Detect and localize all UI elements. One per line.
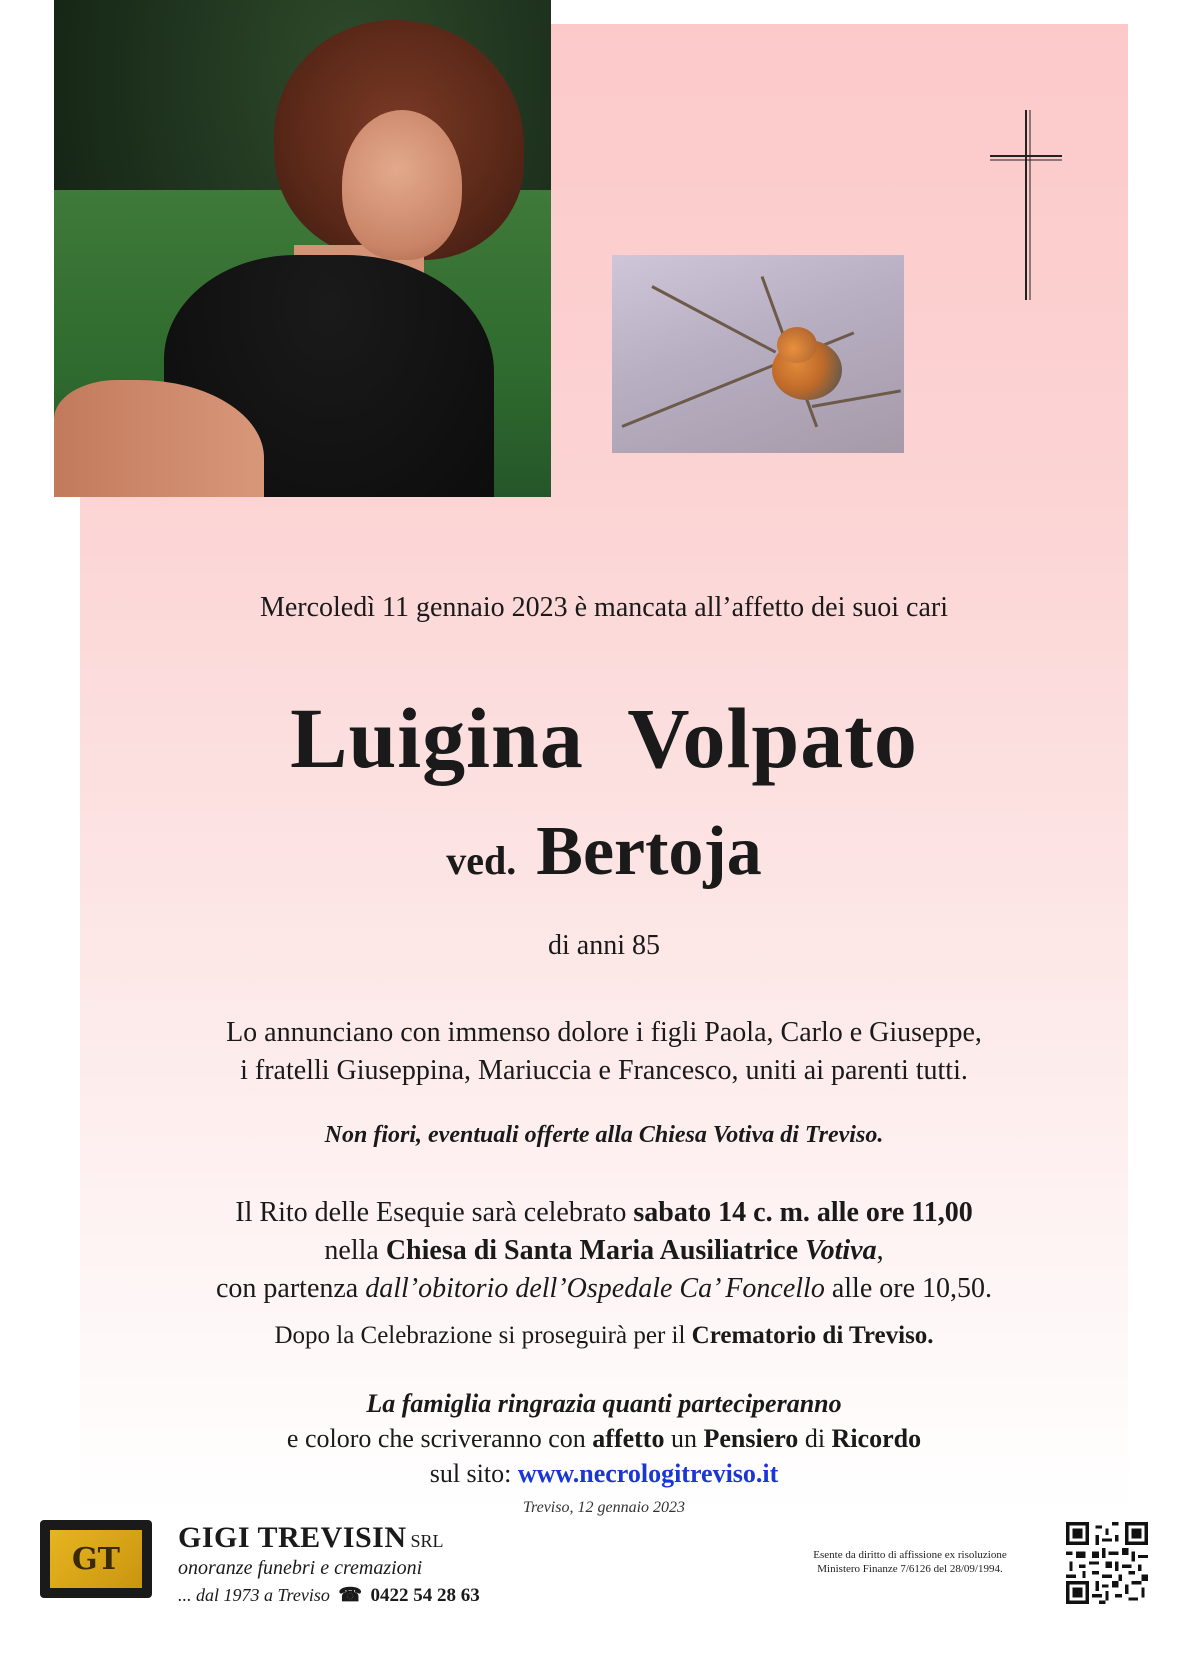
widow-prefix: ved. xyxy=(446,838,517,883)
cremation-text: Dopo la Celebrazione si proseguirà per il xyxy=(274,1322,692,1349)
church-votiva: Votiva xyxy=(805,1235,877,1266)
robin-head xyxy=(777,327,817,363)
cross-icon xyxy=(990,110,1062,300)
funeral-line xyxy=(80,1270,1128,1308)
funeral-datetime: sabato 14 c. m. alle ore 11,00 xyxy=(633,1197,973,1228)
thanks-text: un xyxy=(664,1424,704,1453)
logo-monogram: GT xyxy=(50,1530,142,1588)
thanks-bold: Pensiero xyxy=(703,1424,799,1453)
intro-text: Mercoledì 11 gennaio 2023 è mancata all’affetto dei suoi cari xyxy=(259,592,949,623)
thanks-text: di xyxy=(798,1424,832,1453)
website-link[interactable]: www.necrologitreviso.it xyxy=(517,1459,779,1488)
company-info xyxy=(178,1521,480,1607)
company-suffix: SRL xyxy=(410,1531,444,1551)
funeral-text: Il Rito delle Esequie sarà celebrato xyxy=(235,1197,634,1228)
funeral-text: , xyxy=(876,1235,884,1266)
married-name-text: Bertoja xyxy=(536,813,762,890)
church-name: Chiesa di Santa Maria Ausiliatrice xyxy=(385,1235,806,1266)
photo-branch xyxy=(651,285,776,353)
crematorium-name: Crematorio di Treviso. xyxy=(691,1322,934,1349)
company-name: GIGI TREVISIN xyxy=(178,1521,407,1554)
phone-icon: ☎ xyxy=(338,1585,363,1606)
thanks-note xyxy=(80,1386,1128,1491)
company-logo xyxy=(40,1520,152,1598)
legal-note xyxy=(790,1548,1030,1576)
company-tagline: onoranze funebri e cremazioni xyxy=(178,1557,423,1579)
thanks-bold: affetto xyxy=(592,1424,665,1453)
thanks-text: e coloro che scriveranno con xyxy=(286,1424,593,1453)
thanks-line xyxy=(80,1456,1128,1491)
thanks-line: La famiglia ringrazia quanti parteciperanno xyxy=(366,1389,842,1418)
departure-time: alle ore 10,50. xyxy=(824,1273,992,1304)
phone-number[interactable]: 0422 54 28 63 xyxy=(370,1585,480,1606)
since-text: ... dal 1973 a Treviso xyxy=(178,1585,330,1605)
legal-line: Esente da diritto di affissione ex risoluzione xyxy=(813,1549,1007,1561)
announcement-line: Lo annunciano con immenso dolore i figli Paola, Carlo e Giuseppe, xyxy=(226,1017,982,1048)
thanks-line xyxy=(80,1421,1128,1456)
funeral-text: con partenza xyxy=(215,1273,366,1304)
qr-code[interactable] xyxy=(1066,1522,1148,1604)
deceased-name-text: Luigina Volpato xyxy=(290,690,918,786)
funeral-details xyxy=(80,1194,1128,1308)
photo-face xyxy=(342,110,462,260)
age-text: di anni 85 xyxy=(548,930,660,961)
robin-photo xyxy=(612,255,904,453)
funeral-text: nella xyxy=(324,1235,386,1266)
thanks-text: sul sito: xyxy=(429,1459,518,1488)
funeral-line xyxy=(80,1232,1128,1270)
flowers-note: Non fiori, eventuali offerte alla Chiesa Votiva di Treviso. xyxy=(324,1122,884,1148)
date-place: Treviso, 12 gennaio 2023 xyxy=(522,1499,686,1516)
deceased-name xyxy=(80,688,1128,788)
legal-line: Ministero Finanze 7/6126 del 28/09/1994. xyxy=(817,1563,1003,1575)
thanks-bold: Ricordo xyxy=(831,1424,922,1453)
departure-place: dall’obitorio dell’Ospedale Ca’ Foncello xyxy=(365,1273,825,1304)
funeral-line xyxy=(80,1194,1128,1232)
married-name xyxy=(80,812,1128,892)
company-since xyxy=(178,1584,480,1607)
cremation-note xyxy=(80,1322,1128,1350)
announcement-line: i fratelli Giuseppina, Mariuccia e Francesco, uniti ai parenti tutti. xyxy=(240,1055,968,1086)
announcement xyxy=(80,1014,1128,1090)
portrait-photo xyxy=(54,0,551,497)
